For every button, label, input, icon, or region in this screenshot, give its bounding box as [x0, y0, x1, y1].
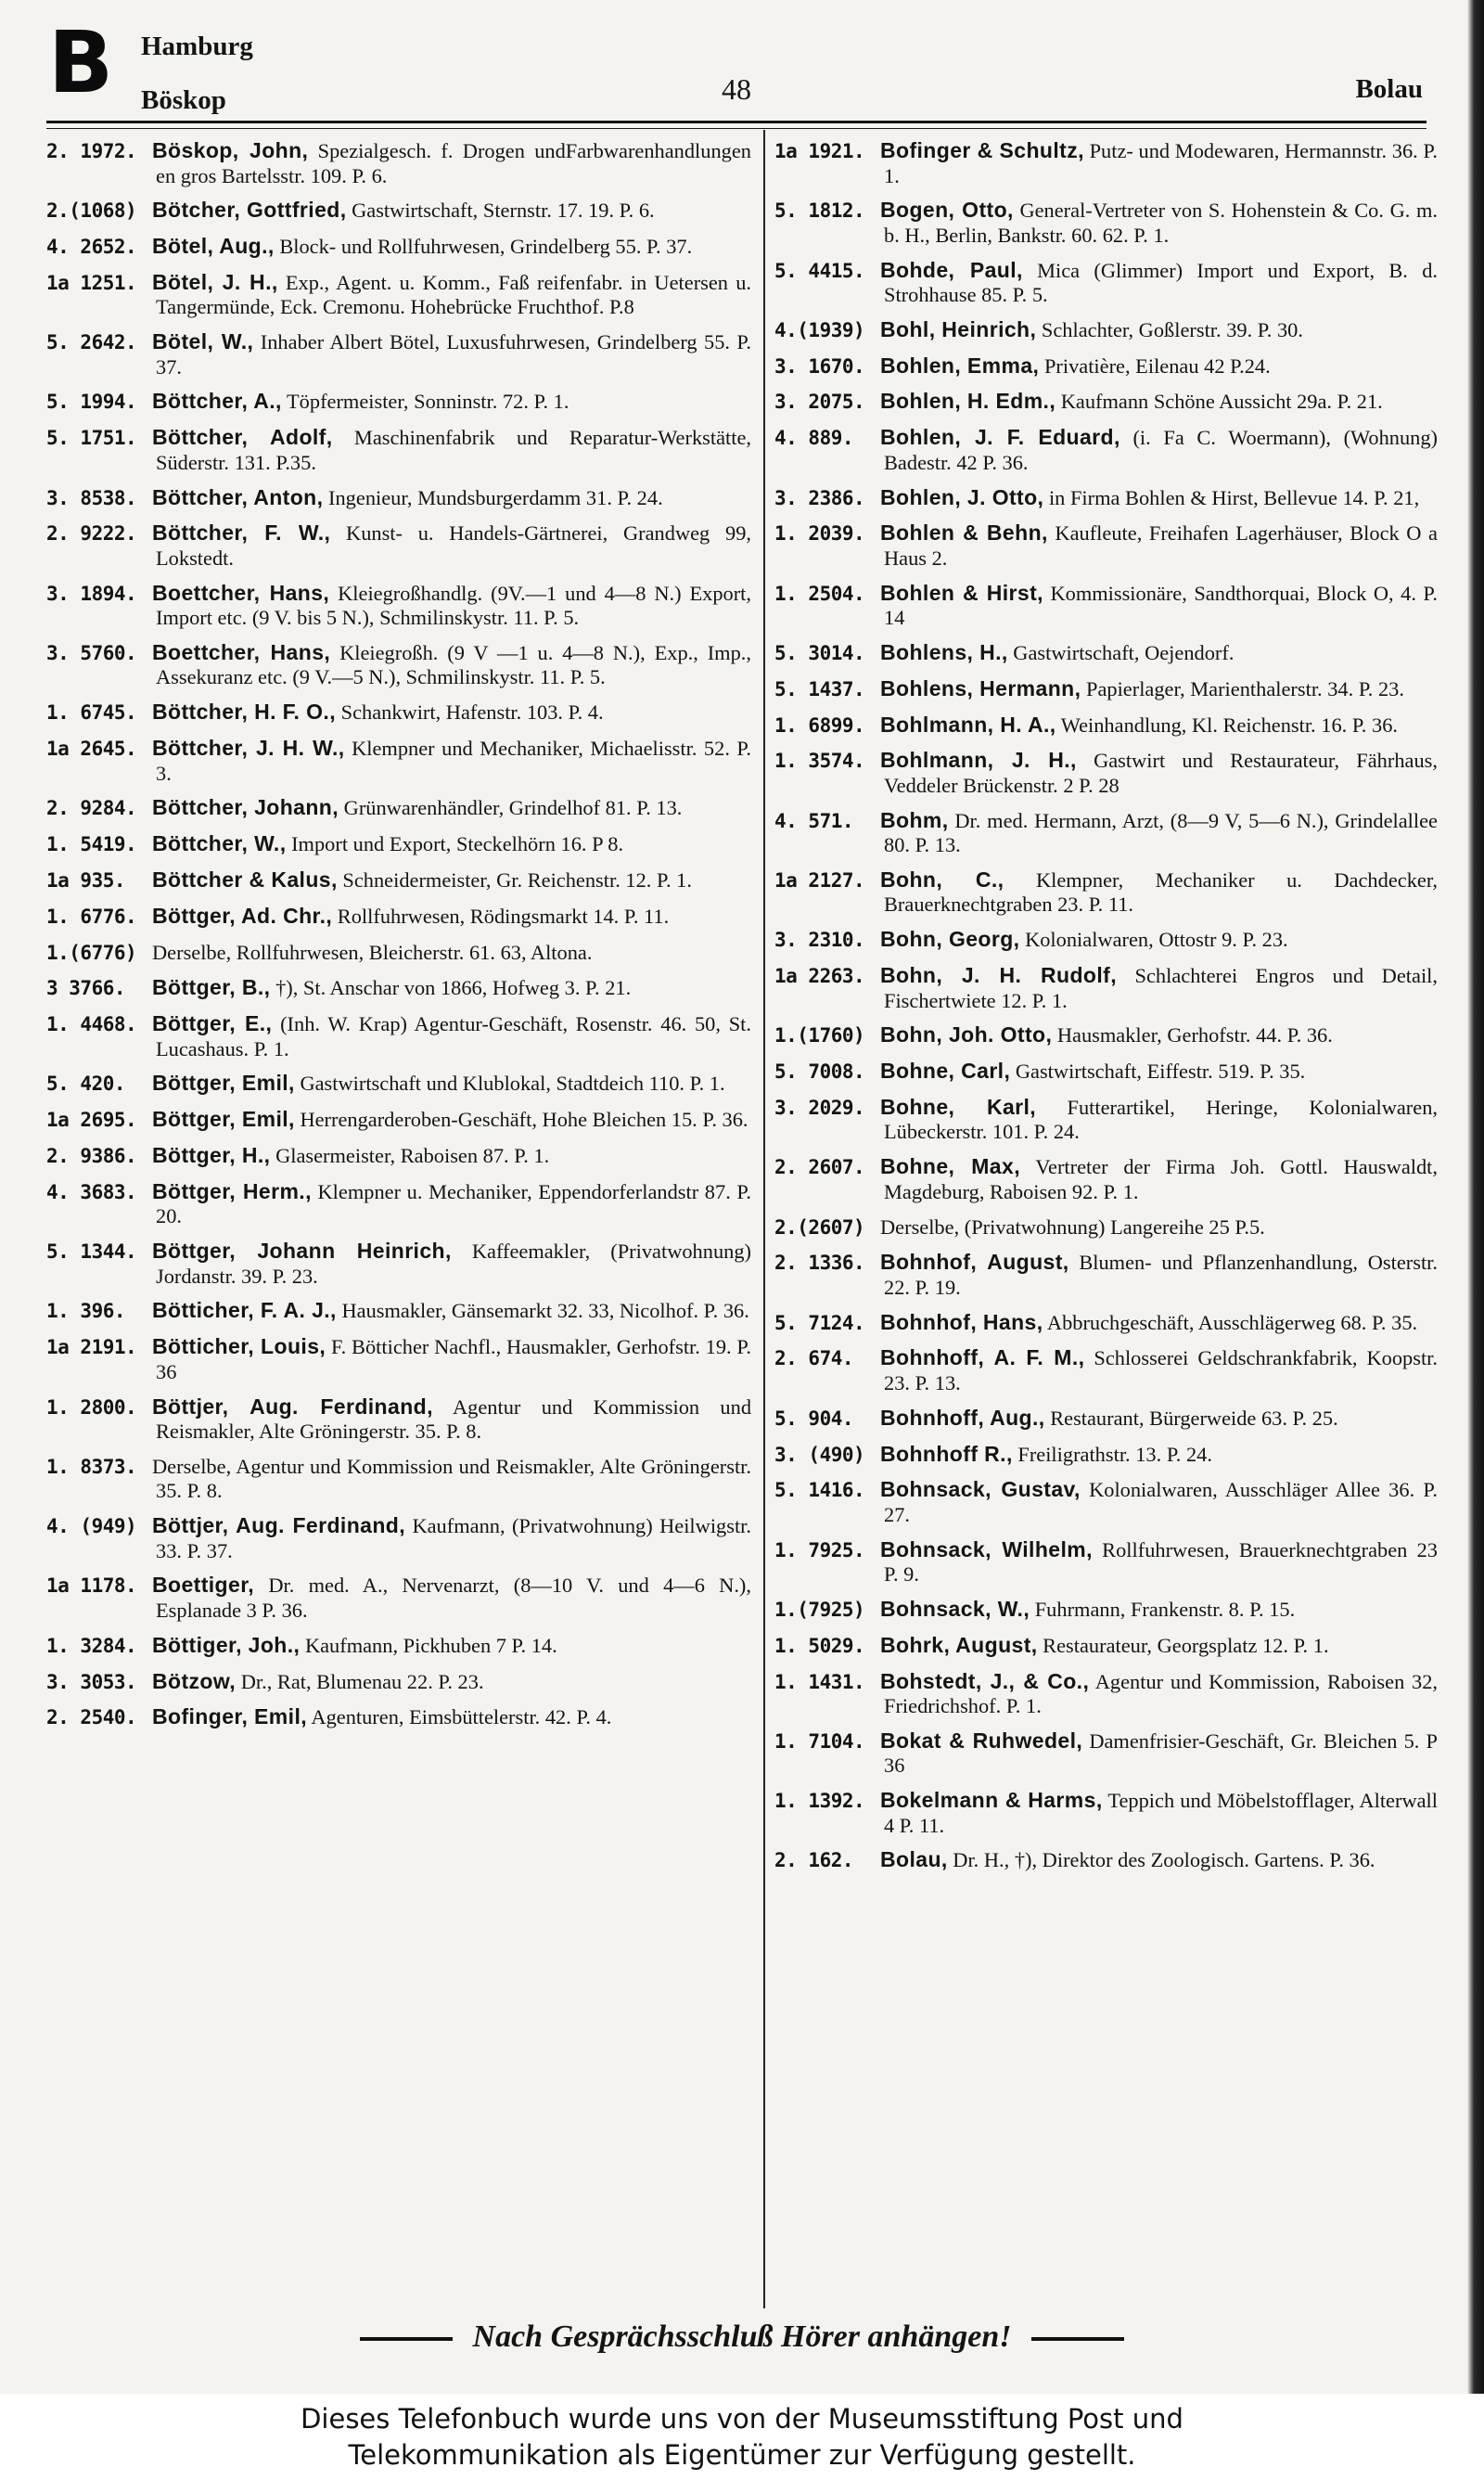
subscriber-name: Böttcher, Johann, — [152, 795, 339, 820]
directory-entry — [774, 868, 1438, 917]
phone-number: 5. 4415. — [774, 259, 865, 282]
phone-number: 4. 2652. — [46, 236, 137, 259]
directory-entry — [774, 809, 1438, 857]
page-edge-shadow — [1467, 0, 1484, 2394]
ownership-notice — [0, 2396, 1484, 2480]
directory-entry — [46, 1574, 751, 1622]
phone-number: 4. 889. — [774, 427, 854, 450]
subscriber-name: Bohm, — [880, 807, 949, 832]
directory-entry — [774, 1598, 1438, 1623]
directory-entry — [46, 1634, 751, 1659]
subscriber-name: Bohlmann, H. A., — [880, 712, 1056, 737]
entry-details: Klempner und Mechaniker, Michaelisstr. 52. P. 3. — [156, 737, 751, 785]
directory-entry — [774, 1311, 1438, 1336]
entry-details: Agentur und Kommission, Raboisen 32, Friedrichshof. P. 1. — [884, 1669, 1438, 1717]
entry-details: Maschinenfabrik und Reparatur-Werkstätte, Süderstr. 131. P.35. — [156, 426, 751, 474]
subscriber-name: Bohn, Georg, — [880, 927, 1020, 952]
entry-details: Damenfrisier-Geschäft, Gr. Bleichen 5. P 36 — [884, 1728, 1438, 1778]
phone-number: 1a 2263. — [774, 965, 865, 988]
entry-details: Kaufmann, Pickhuben 7 P. 14. — [300, 1633, 557, 1657]
subscriber-name: Bohnsack, W., — [880, 1596, 1030, 1621]
entry-details: Papierlager, Marienthalerstr. 34. P. 23. — [1081, 676, 1404, 700]
phone-number: 3. 5760. — [46, 641, 137, 664]
phone-number: 3. 1894. — [46, 582, 137, 605]
directory-entry — [46, 1144, 751, 1169]
subscriber-name: Böttcher, Adolf, — [152, 425, 333, 450]
subscriber-name: Bohlen, J. F. Eduard, — [880, 425, 1120, 450]
phone-number: 2. 2540. — [46, 1706, 137, 1729]
entry-details: Gastwirtschaft und Klublokal, Stadtdeich 110. P. 1. — [294, 1072, 725, 1096]
subscriber-name: Bötcher, Gottfried, — [152, 198, 347, 223]
entry-details: Schneidermeister, Gr. Reichenstr. 12. P. 1. — [337, 867, 692, 892]
phone-number: 4. (949) — [46, 1515, 137, 1538]
directory-entry — [774, 1346, 1438, 1394]
phone-number: 5. 7008. — [774, 1060, 865, 1084]
directory-entry — [46, 1395, 751, 1444]
phone-number: 4. 3683. — [46, 1180, 137, 1203]
subscriber-name: Böttiger, Joh., — [152, 1632, 301, 1657]
entry-details: Mica (Glimmer) Import und Export, B. d. Strohhause 85. P. 5. — [884, 258, 1438, 307]
entry-details: Ingenieur, Mundsburgerdamm 31. P. 24. — [323, 485, 663, 509]
subscriber-name: Bötel, J. H., — [152, 269, 278, 294]
entry-details: Weinhandlung, Kl. Reichenstr. 16. P. 36. — [1055, 713, 1398, 737]
directory-entry — [774, 390, 1438, 415]
directory-entry — [46, 1335, 751, 1383]
entry-details: Schlosserei Geldschrankfabrik, Koopstr. 23. P. 13. — [884, 1346, 1438, 1394]
entry-details: Dr. med. A., Nervenarzt, (8—10 V. und 4—6 N.), Esplanade 3 P. 36. — [156, 1574, 751, 1622]
phone-number: 3. 2029. — [774, 1096, 865, 1119]
subscriber-name: Böttcher, W., — [152, 831, 287, 856]
directory-entry — [46, 1240, 751, 1288]
phone-number: 3. 1670. — [774, 354, 865, 378]
phone-number: 1a 2191. — [46, 1336, 137, 1359]
phone-number: 1.(1760) — [774, 1024, 865, 1047]
entry-details: Kaufleute, Freihafen Lagerhäuser, Block O a Haus 2. — [884, 521, 1438, 570]
directory-entry — [46, 1072, 751, 1097]
entry-details: Herrengarderoben-Geschäft, Hohe Bleichen 15. P. 36. — [294, 1108, 748, 1132]
directory-entry — [46, 737, 751, 785]
phone-number: 2. 9222. — [46, 522, 137, 546]
subscriber-name: Bohne, Max, — [880, 1154, 1020, 1179]
entry-details: Hausmakler, Gänsemarkt 32. 33, Nicolhof. P. 36. — [336, 1299, 749, 1323]
entry-details: †), St. Anschar von 1866, Hofweg 3. P. 21. — [270, 976, 632, 1000]
subscriber-name: Bohlen, Emma, — [880, 353, 1040, 378]
directory-entry — [774, 1478, 1438, 1526]
phone-number: 5. 3014. — [774, 641, 865, 664]
subscriber-name: Böttcher, Anton, — [152, 484, 324, 509]
header-range-start: Böskop — [141, 85, 226, 115]
phone-number: 2.(1068) — [46, 199, 137, 223]
phone-number: 1. 6899. — [774, 713, 865, 737]
entry-details: Restaurant, Bürgerweide 63. P. 25. — [1044, 1406, 1338, 1430]
entry-details: Fuhrmann, Frankenstr. 8. P. 15. — [1030, 1597, 1296, 1621]
subscriber-name: Bohlen & Behn, — [880, 520, 1048, 546]
entry-details: Kaufmann, (Privatwohnung) Heilwigstr. 33. P. 37. — [156, 1514, 751, 1562]
phone-number: 1. 3574. — [774, 750, 865, 773]
phone-number: 1. 8373. — [46, 1455, 137, 1478]
subscriber-name: Böskop, John, — [152, 139, 309, 162]
phone-number: 1. 1392. — [774, 1790, 865, 1813]
subscriber-name: Bohlen, J. Otto, — [880, 484, 1044, 509]
entry-details: Derselbe, Rollfuhrwesen, Bleicherstr. 61. 63, Altona. — [152, 940, 593, 964]
directory-entry — [774, 713, 1438, 739]
column-divider — [763, 130, 765, 2308]
phone-number: 3. 2386. — [774, 486, 865, 509]
phone-number: 1.(7925) — [774, 1598, 865, 1621]
entry-details: Agenturen, Eimsbüttelerstr. 42. P. 4. — [307, 1705, 612, 1729]
subscriber-name: Boettiger, — [152, 1573, 255, 1598]
directory-entry — [46, 941, 751, 966]
directory-entry — [46, 1705, 751, 1730]
directory-entry — [46, 521, 751, 570]
subscriber-name: Bötticher, F. A. J., — [152, 1298, 337, 1323]
page-number: 48 — [722, 72, 751, 106]
phone-number: 3. 3053. — [46, 1670, 137, 1693]
subscriber-name: Bohnhoff, A. F. M., — [880, 1345, 1085, 1370]
subscriber-name: Bohlens, H., — [880, 639, 1008, 664]
directory-entry — [46, 486, 751, 511]
directory-entry — [774, 582, 1438, 630]
subscriber-name: Bohnsack, Wilhelm, — [880, 1536, 1093, 1561]
entry-details: Block- und Rollfuhrwesen, Grindelberg 55. P. 37. — [274, 235, 693, 259]
entry-details: Restaurateur, Georgsplatz 12. P. 1. — [1037, 1633, 1329, 1657]
subscriber-name: Bohlens, Hermann, — [880, 675, 1081, 700]
subscriber-name: Bohnhof, August, — [880, 1250, 1069, 1275]
subscriber-name: Bohnhoff R., — [880, 1441, 1013, 1466]
directory-entry — [46, 199, 751, 224]
entry-details: (i. Fa C. Woermann), (Wohnung) Badestr. 42 P. 36. — [884, 426, 1438, 474]
phone-number: 5. 1344. — [46, 1240, 137, 1264]
phone-number: 2. 674. — [774, 1347, 854, 1370]
entry-details: Gastwirtschaft, Sternstr. 17. 19. P. 6. — [346, 199, 655, 223]
footer-dash-left — [360, 2337, 453, 2341]
phone-number: 1. 2039. — [774, 522, 865, 546]
subscriber-name: Bötel, W., — [152, 329, 254, 354]
directory-entry — [774, 749, 1438, 797]
subscriber-name: Bohlen, H. Edm., — [880, 389, 1056, 414]
directory-entry — [774, 259, 1438, 307]
phone-number: 3. 2310. — [774, 929, 865, 952]
subscriber-name: Bohne, Karl, — [880, 1094, 1037, 1119]
directory-entry — [46, 1180, 751, 1228]
directory-entry — [774, 1251, 1438, 1299]
subscriber-name: Bohnhoff, Aug., — [880, 1405, 1045, 1430]
subscriber-name: Bolau, — [880, 1847, 948, 1872]
subscriber-name: Bötzow, — [152, 1668, 237, 1693]
subscriber-name: Böttger, E., — [152, 1011, 273, 1036]
entry-details: Dr., Rat, Blumenau 22. P. 23. — [236, 1669, 484, 1693]
directory-entry — [46, 1670, 751, 1695]
directory-entry — [774, 1443, 1438, 1468]
footer-slogan-text: Nach Gesprächsschluß Hörer anhängen! — [472, 2319, 1012, 2354]
subscriber-name: Bohstedt, J., & Co., — [880, 1668, 1090, 1693]
notice-line-1: Dieses Telefonbuch wurde uns von der Museumsstiftung Post und — [301, 2403, 1183, 2435]
subscriber-name: Boettcher, Hans, — [152, 580, 330, 605]
subscriber-name: Böttger, Herm., — [152, 1178, 312, 1203]
phone-number: 2. 1336. — [774, 1252, 865, 1275]
entry-details: Schlachter, Goßlerstr. 39. P. 30. — [1036, 317, 1303, 341]
directory-entry — [46, 976, 751, 1001]
phone-number: 1. 3284. — [46, 1634, 137, 1657]
entry-details: Kolonialwaren, Ottostr 9. P. 23. — [1019, 928, 1288, 952]
phone-number: 5. 1994. — [46, 391, 137, 414]
phone-number: 4.(1939) — [774, 318, 865, 341]
subscriber-name: Bohnhof, Hans, — [880, 1309, 1043, 1334]
phone-number: 5. 1751. — [46, 427, 137, 450]
subscriber-name: Bofinger & Schultz, — [880, 139, 1084, 162]
directory-entry — [46, 1455, 751, 1503]
directory-entry — [774, 1789, 1438, 1837]
entry-details: Futterartikel, Heringe, Kolonialwaren, Lübeckerstr. 101. P. 24. — [884, 1095, 1438, 1144]
phone-number: 3. (490) — [774, 1443, 865, 1466]
header-city: Hamburg — [141, 32, 253, 61]
entry-details: Glasermeister, Raboisen 87. P. 1. — [270, 1144, 550, 1168]
entry-details: General-Vertreter von S. Hohenstein & Co. G. m. b. H., Berlin, Bankstr. 60. 62. P. 1. — [884, 199, 1438, 247]
entry-details: Schankwirt, Hafenstr. 103. P. 4. — [336, 700, 604, 725]
directory-entry — [774, 641, 1438, 666]
entry-details: F. Bötticher Nachfl., Hausmakler, Gerhofstr. 19. P. 36 — [156, 1335, 751, 1383]
directory-entry — [46, 1108, 751, 1133]
phone-number: 1.(6776) — [46, 941, 137, 964]
entry-details: Töpfermeister, Sonninstr. 72. P. 1. — [281, 390, 569, 414]
directory-entry — [774, 1023, 1438, 1048]
phone-number: 1. 7104. — [774, 1729, 865, 1753]
notice-line-2: Telekommunikation als Eigentümer zur Verfügung gestellt. — [348, 2439, 1136, 2471]
directory-entry — [774, 928, 1438, 953]
phone-number: 1. 5029. — [774, 1634, 865, 1657]
entry-details: Derselbe, (Privatwohnung) Langereihe 25 P.5. — [880, 1214, 1265, 1239]
entry-details: Gastwirtschaft, Oejendorf. — [1007, 640, 1235, 664]
directory-entry — [774, 318, 1438, 343]
entry-details: Kunst- u. Handels-Gärtnerei, Grandweg 99, Lokstedt. — [156, 521, 751, 570]
phone-number: 1a 2695. — [46, 1109, 137, 1132]
subscriber-name: Bogen, Otto, — [880, 198, 1014, 223]
subscriber-name: Bohnsack, Gustav, — [880, 1477, 1081, 1502]
entry-details: Kommissionäre, Sandthorquai, Block O, 4. P. 14 — [884, 581, 1438, 630]
entry-details: Dr. med. Hermann, Arzt, (8—9 V, 5—6 N.), Grindelallee 80. P. 13. — [884, 808, 1438, 857]
subscriber-name: Böttger, Johann Heinrich, — [152, 1239, 452, 1264]
entry-details: Grünwarenhändler, Grindelhof 81. P. 13. — [339, 796, 683, 820]
subscriber-name: Böttger, Emil, — [152, 1071, 295, 1096]
directory-entry — [46, 796, 751, 821]
entry-details: Dr. H., †), Direktor des Zoologisch. Gartens. P. 36. — [947, 1848, 1375, 1872]
directory-entry — [774, 139, 1438, 187]
entry-details: in Firma Bohlen & Hirst, Bellevue 14. P. 21, — [1043, 485, 1420, 509]
directory-entry — [774, 1407, 1438, 1432]
phone-number: 2.(2607) — [774, 1215, 865, 1239]
phone-number: 1. 6745. — [46, 701, 137, 725]
phone-number: 5. 904. — [774, 1407, 854, 1430]
directory-entry — [774, 1729, 1438, 1778]
entry-details: Gastwirtschaft, Eiffestr. 519. P. 35. — [1010, 1060, 1306, 1084]
subscriber-name: Böttcher, J. H. W., — [152, 736, 345, 761]
subscriber-name: Böttjer, Aug. Ferdinand, — [152, 1394, 433, 1419]
entry-details: Freiligrathstr. 13. P. 24. — [1012, 1442, 1212, 1466]
phone-number: 4. 571. — [774, 809, 854, 832]
directory-entry — [46, 235, 751, 260]
directory-entry — [46, 905, 751, 930]
entry-details: Klempner, Mechaniker u. Dachdecker, Brauerknechtgraben 23. P. 11. — [884, 867, 1438, 917]
directory-entry — [46, 700, 751, 726]
entry-details: Kaufmann Schöne Aussicht 29a. P. 21. — [1055, 390, 1383, 414]
header-range-end: Bolau — [1355, 74, 1423, 104]
subscriber-name: Bohl, Heinrich, — [880, 316, 1037, 341]
directory-entry — [774, 1634, 1438, 1659]
footer-dash-right — [1031, 2337, 1124, 2341]
subscriber-name: Bohlen & Hirst, — [880, 580, 1043, 605]
entry-details: Kaffeemakler, (Privatwohnung) Jordanstr. 39. P. 23. — [156, 1240, 751, 1288]
subscriber-name: Bohn, Joh. Otto, — [880, 1022, 1053, 1047]
subscriber-name: Bohn, J. H. Rudolf, — [880, 963, 1118, 988]
subscriber-name: Bötticher, Louis, — [152, 1334, 326, 1359]
entry-details: Derselbe, Agentur und Kommission und Reismakler, Alte Gröningerstr. 35. P. 8. — [152, 1454, 751, 1503]
subscriber-name: Böttcher & Kalus, — [152, 867, 338, 892]
subscriber-name: Bofinger, Emil, — [152, 1704, 308, 1729]
left-column — [46, 139, 751, 2308]
subscriber-name: Böttger, Ad. Chr., — [152, 903, 333, 928]
subscriber-name: Bokat & Ruhwedel, — [880, 1728, 1083, 1753]
subscriber-name: Böttger, Emil, — [152, 1107, 295, 1132]
entry-details: Privatière, Eilenau 42 P.24. — [1039, 353, 1271, 378]
phone-number: 1. 396. — [46, 1300, 126, 1323]
subscriber-name: Boettcher, Hans, — [152, 639, 331, 664]
directory-entry — [774, 354, 1438, 379]
subscriber-name: Bohne, Carl, — [880, 1059, 1011, 1084]
directory-entry — [46, 1299, 751, 1324]
subscriber-name: Bötel, Aug., — [152, 234, 275, 259]
phone-number: 3 3766. — [46, 977, 126, 1000]
directory-entry — [46, 390, 751, 415]
directory-entry — [774, 1538, 1438, 1587]
entry-details: Teppich und Möbelstofflager, Alterwall 4 P. 11. — [884, 1789, 1438, 1837]
subscriber-name: Bohrk, August, — [880, 1632, 1038, 1657]
subscriber-name: Bokelmann & Harms, — [880, 1788, 1103, 1813]
entry-details: Kleiegroßhandlg. (9V.—1 und 4—8 N.) Export, Import etc. (9 V. bis 5 N.), Schmilinskystr. 11. P. 5. — [156, 581, 751, 630]
right-column — [774, 139, 1438, 2308]
entry-details: Gastwirt und Restaurateur, Fährhaus, Veddeler Brückenstr. 2 P. 28 — [884, 749, 1438, 797]
directory-entry — [46, 139, 751, 187]
directory-entry — [774, 486, 1438, 511]
entry-details: Agentur und Kommission und Reismakler, Alte Gröningerstr. 35. P. 8. — [156, 1394, 751, 1444]
subscriber-name: Böttger, B., — [152, 975, 271, 1000]
directory-entry — [46, 1012, 751, 1060]
section-letter: B — [48, 13, 114, 112]
entry-details: Rollfuhrwesen, Rödingsmarkt 14. P. 11. — [332, 904, 670, 928]
phone-number: 3. 2075. — [774, 391, 865, 414]
subscriber-name: Böttcher, A., — [152, 389, 282, 414]
phone-number: 1a 2645. — [46, 738, 137, 761]
subscriber-name: Bohlmann, J. H., — [880, 748, 1077, 773]
directory-entry — [46, 832, 751, 857]
phone-number: 1. 5419. — [46, 833, 137, 856]
entry-details: Hausmakler, Gerhofstr. 44. P. 36. — [1052, 1023, 1333, 1047]
entry-details: Spezialgesch. f. Drogen undFarbwarenhandlungen en gros Bartelsstr. 109. P. 6. — [156, 139, 751, 187]
phone-number: 1a 1178. — [46, 1574, 137, 1598]
entry-details: Blumen- und Pflanzenhandlung, Osterstr. 22. P. 19. — [884, 1251, 1438, 1299]
phone-number: 2. 2607. — [774, 1156, 865, 1179]
entry-details: Inhaber Albert Bötel, Luxusfuhrwesen, Grindelberg 55. P. 37. — [156, 330, 751, 379]
phone-number: 2. 162. — [774, 1849, 854, 1872]
subscriber-name: Bohn, C., — [880, 867, 1004, 892]
subscriber-name: Bohde, Paul, — [880, 257, 1023, 282]
directory-entry — [46, 582, 751, 630]
directory-entry — [774, 1096, 1438, 1144]
directory-entry — [46, 641, 751, 689]
entry-details: Schlachterei Engros und Detail, Fischertwiete 12. P. 1. — [884, 964, 1438, 1012]
entry-details: Vertreter der Firma Joh. Gottl. Hauswaldt, Magdeburg, Raboisen 92. P. 1. — [884, 1155, 1438, 1203]
phone-number: 1. 1431. — [774, 1670, 865, 1693]
directory-entry — [46, 868, 751, 893]
header-rule — [46, 121, 1426, 123]
phone-number: 2. 9386. — [46, 1145, 137, 1168]
phone-number: 1a 1921. — [774, 140, 865, 162]
phone-number: 1. 7925. — [774, 1538, 865, 1561]
subscriber-name: Böttcher, H. F. O., — [152, 700, 337, 725]
directory-entry — [774, 677, 1438, 702]
entry-details: Klempner u. Mechaniker, Eppendorferlandstr 87. P. 20. — [156, 1179, 751, 1228]
phone-number: 1. 6776. — [46, 905, 137, 928]
phone-number: 5. 7124. — [774, 1311, 865, 1334]
phone-number: 5. 1812. — [774, 199, 865, 223]
entry-details: Rollfuhrwesen, Brauerknechtgraben 23 P. 9. — [884, 1537, 1438, 1587]
phone-number: 1. 2800. — [46, 1395, 137, 1419]
phone-number: 2. 9284. — [46, 797, 137, 820]
phone-number: 5. 420. — [46, 1073, 126, 1096]
entry-details: Abbruchgeschäft, Ausschlägerweg 68. P. 35. — [1043, 1310, 1418, 1334]
directory-entry — [46, 271, 751, 319]
directory-entry — [774, 426, 1438, 474]
subscriber-name: Böttger, H., — [152, 1143, 271, 1168]
entry-details: (Inh. W. Krap) Agentur-Geschäft, Rosenstr. 46. 50, St. Lucashaus. P. 1. — [156, 1012, 751, 1060]
subscriber-name: Böttjer, Aug. Ferdinand, — [152, 1513, 406, 1538]
directory-entry — [774, 1215, 1438, 1240]
phone-number: 5. 1416. — [774, 1479, 865, 1502]
subscriber-name: Böttcher, F. W., — [152, 520, 331, 546]
directory-entry — [774, 1155, 1438, 1203]
directory-entry — [774, 199, 1438, 247]
phone-number: 1. 2504. — [774, 582, 865, 605]
directory-entry — [774, 521, 1438, 570]
phone-number: 1a 2127. — [774, 868, 865, 892]
footer-slogan — [0, 2319, 1484, 2355]
directory-entry — [46, 330, 751, 379]
directory-entry — [46, 426, 751, 474]
phone-number: 5. 2642. — [46, 331, 137, 354]
directory-entry — [774, 964, 1438, 1012]
entry-details: Import und Export, Steckelhörn 16. P 8. — [286, 832, 624, 856]
entry-details: Kleiegroßh. (9 V —1 u. 4—8 N.), Exp., Imp., Assekuranz etc. (9 V.—5 N.), Schmilinskystr. 11. P. 5. — [156, 640, 751, 689]
directory-entry — [46, 1514, 751, 1562]
header-rule-thin — [46, 128, 1426, 129]
entry-details: Exp., Agent. u. Komm., Faß reifenfabr. in Uetersen u. Tangermünde, Eck. Cremonu. Hohebrücke Fruchthof. P.8 — [156, 270, 751, 319]
phone-number: 2. 1972. — [46, 140, 137, 162]
directory-entry — [774, 1060, 1438, 1085]
phone-number: 5. 1437. — [774, 677, 865, 700]
directory-entry — [774, 1848, 1438, 1873]
phone-number: 1. 4468. — [46, 1013, 137, 1036]
phone-number: 3. 8538. — [46, 486, 137, 509]
phone-number: 1a 1251. — [46, 271, 137, 294]
entry-details: Putz- und Modewaren, Hermannstr. 36. P. 1. — [884, 139, 1438, 187]
directory-entry — [774, 1670, 1438, 1718]
entry-details: Kolonialwaren, Ausschläger Allee 36. P. 27. — [884, 1478, 1438, 1526]
phone-number: 1a 935. — [46, 868, 126, 892]
